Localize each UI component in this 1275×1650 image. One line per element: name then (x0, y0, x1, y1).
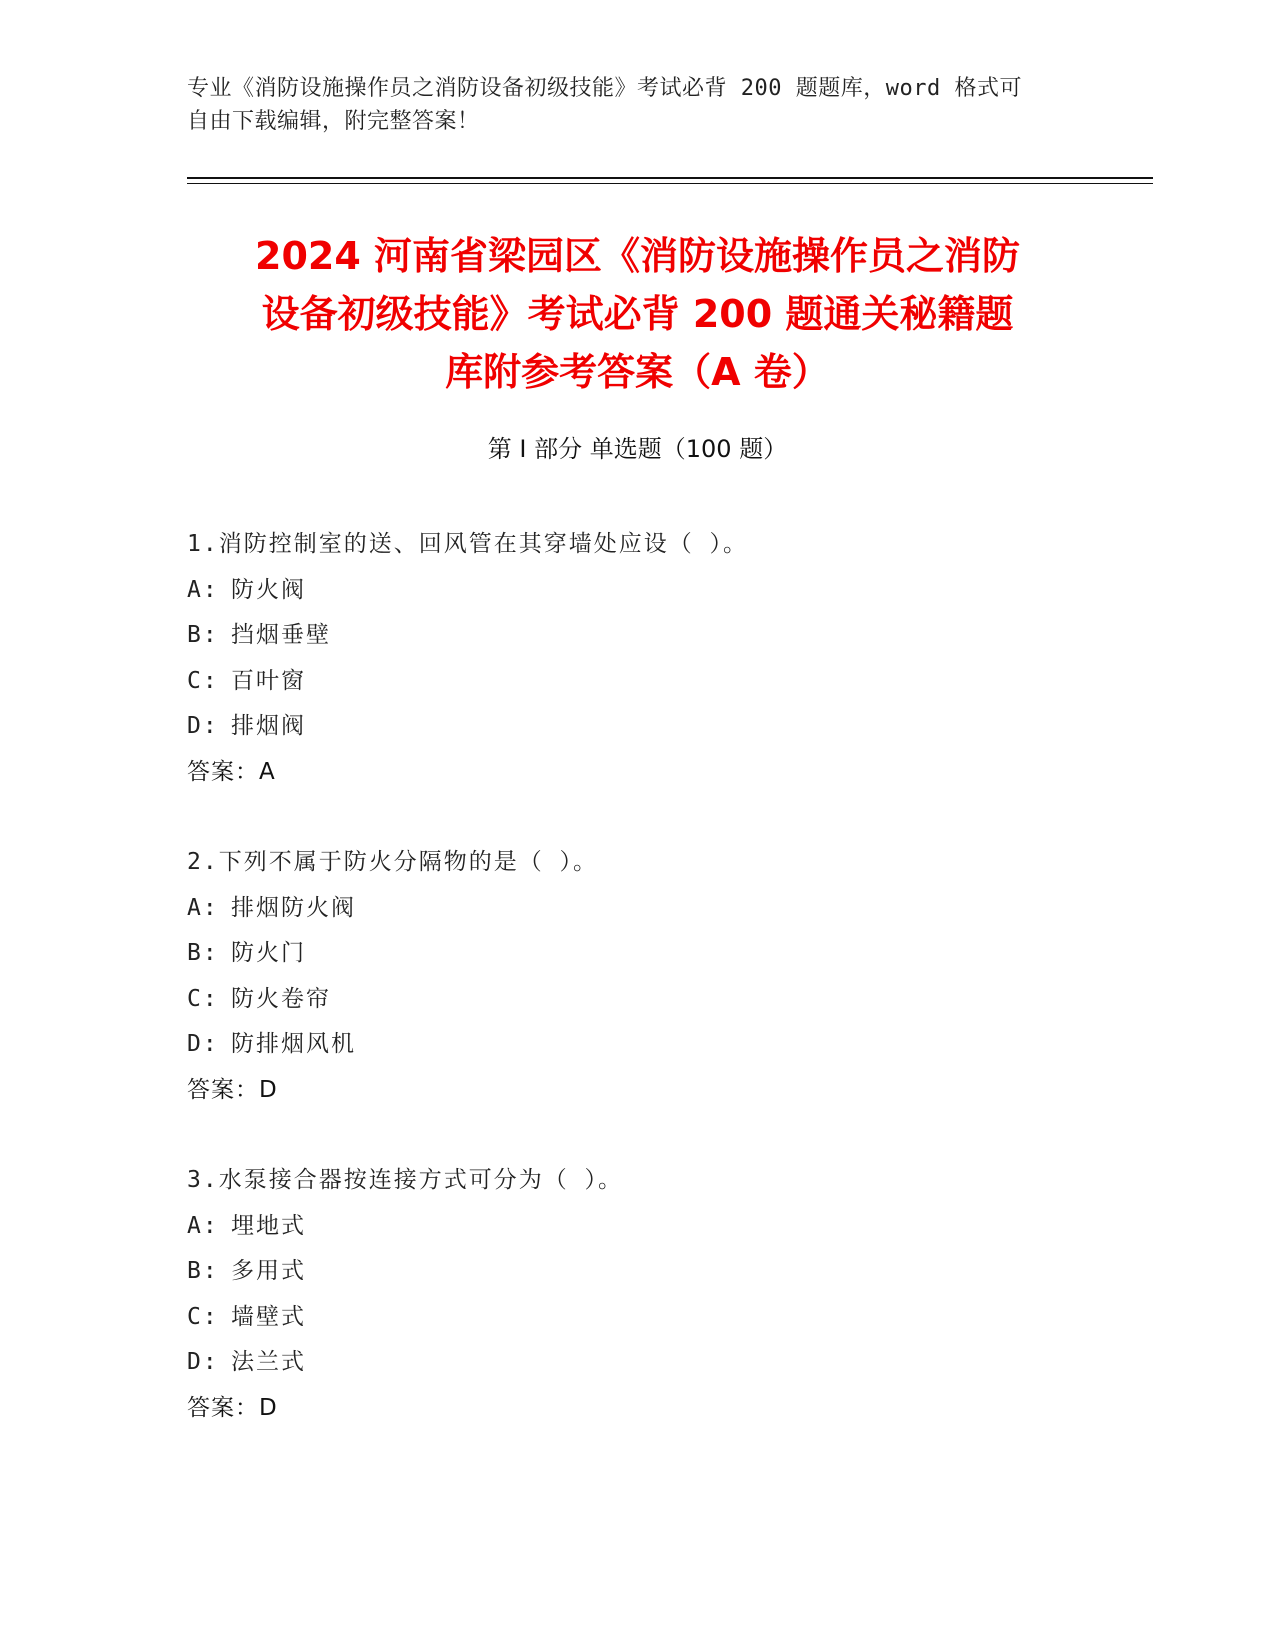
section-heading: 第 I 部分 单选题（100 题） (487, 435, 788, 463)
document-title-line-1: 2024 河南省梁园区《消防设施操作员之消防 (255, 234, 1020, 278)
answer-line: 答案：A (187, 758, 276, 785)
option-d (187, 1022, 1147, 1068)
document-title-line-2: 设备初级技能》考试必背 200 题通关秘籍题 (261, 292, 1014, 336)
question-3 (187, 1158, 1147, 1431)
option-letter: C: (187, 1303, 219, 1330)
document-title (150, 227, 1125, 401)
question-stem: 2.下列不属于防火分隔物的是（ ）。 (187, 849, 599, 875)
header-divider-thin (187, 183, 1153, 184)
option-b (187, 931, 1147, 977)
option-text: 防火阀 (231, 576, 306, 603)
option-letter: B: (187, 1258, 219, 1284)
answer-line: 答案：D (187, 1076, 278, 1103)
option-letter: A: (187, 894, 219, 921)
header-note (187, 72, 1087, 138)
question-1 (187, 522, 1147, 795)
option-text: 挡烟垂壁 (231, 622, 331, 648)
option-text: 百叶窗 (231, 667, 306, 694)
option-letter: D: (187, 713, 219, 739)
option-text: 埋地式 (231, 1212, 306, 1239)
question-stem: 3.水泵接合器按连接方式可分为（ ）。 (187, 1167, 624, 1193)
option-text: 防火门 (231, 940, 306, 966)
option-a (187, 568, 1147, 614)
option-text: 排烟阀 (231, 713, 306, 739)
option-d (187, 704, 1147, 750)
option-letter: A: (187, 1212, 219, 1239)
option-letter: D: (187, 1349, 219, 1375)
option-letter: D: (187, 1031, 219, 1057)
option-letter: B: (187, 940, 219, 966)
option-b (187, 1249, 1147, 1295)
option-letter: B: (187, 622, 219, 648)
header-note-line-1: 专业《消防设施操作员之消防设备初级技能》考试必背 200 题题库，word 格式可 (187, 76, 1022, 101)
option-text: 排烟防火阀 (231, 894, 356, 921)
header-divider-thick (187, 177, 1153, 179)
option-text: 防排烟风机 (231, 1031, 356, 1057)
question-2 (187, 840, 1147, 1113)
option-text: 多用式 (231, 1258, 306, 1284)
option-text: 法兰式 (231, 1349, 306, 1375)
answer-line: 答案：D (187, 1394, 278, 1421)
option-letter: C: (187, 667, 219, 694)
option-a (187, 886, 1147, 932)
option-letter: C: (187, 985, 219, 1012)
option-b (187, 613, 1147, 659)
option-c (187, 659, 1147, 705)
option-c (187, 1295, 1147, 1341)
question-stem: 1.消防控制室的送、回风管在其穿墙处应设（ ）。 (187, 531, 749, 557)
option-d (187, 1340, 1147, 1386)
document-title-line-3: 库附参考答案（A 卷） (445, 350, 830, 394)
option-letter: A: (187, 576, 219, 603)
option-text: 墙壁式 (231, 1303, 306, 1330)
option-text: 防火卷帘 (231, 985, 331, 1012)
option-a (187, 1204, 1147, 1250)
header-note-line-2: 自由下载编辑，附完整答案！ (187, 109, 480, 134)
option-c (187, 977, 1147, 1023)
